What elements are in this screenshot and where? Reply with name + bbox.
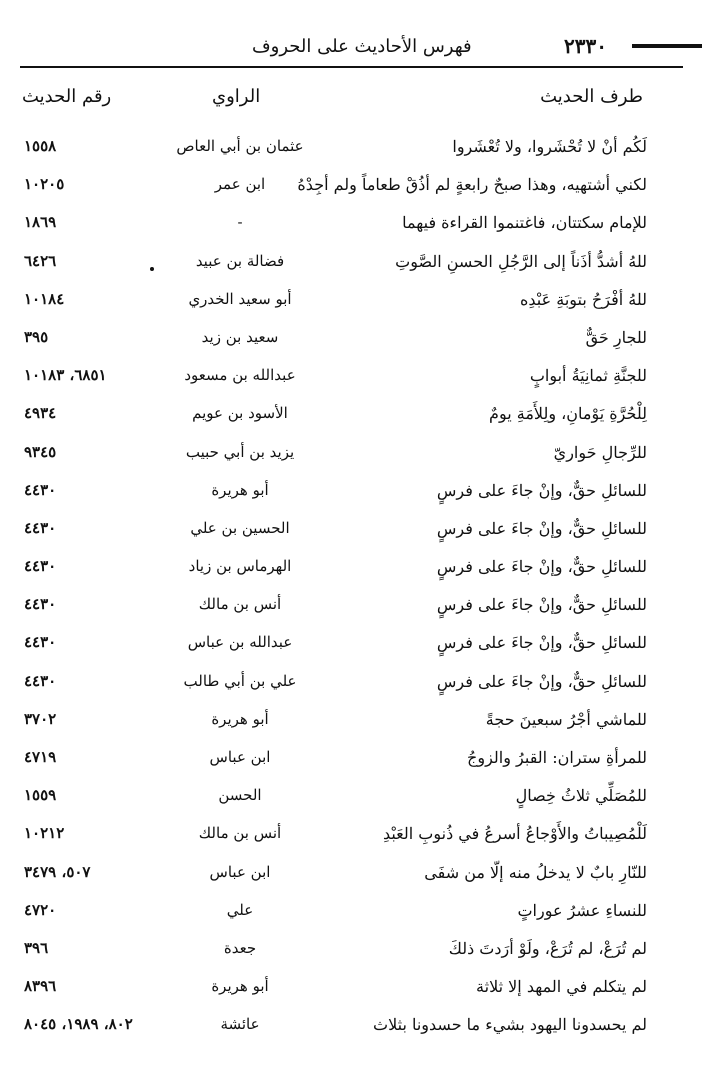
table-row (0, 207, 703, 245)
hadith-number: ٤٩٣٤ (24, 404, 57, 423)
table-row (0, 704, 703, 742)
hadith-start: للمرأةِ ستران: القبرُ والزوجُ (467, 748, 647, 767)
table-row (0, 246, 703, 284)
hadith-number: ٩٣٤٥ (24, 442, 57, 461)
hadith-number: ٤٤٣٠ (24, 557, 57, 576)
hadith-start: للهُ أفْرَحُ بتوبَةِ عَبْدِه (520, 289, 647, 309)
hadith-start: للرِّجالِ حَواريّ (553, 442, 647, 462)
hadith-start: لكني أشتهيه، وهذا صبحٌ رابعةٍ لم أذُقْ طعاماً ولم أجِدْهُ (297, 175, 647, 195)
hadith-number: ١٠٢٠٥ (24, 175, 65, 194)
table-row (0, 666, 703, 704)
hadith-start: للسائلِ حقٌّ، وإنْ جاءَ على فرسٍ (436, 671, 647, 691)
running-head (22, 30, 681, 64)
hadith-number: ٣٩٦ (24, 938, 49, 957)
narrator: أبو هريرة (211, 709, 269, 728)
hadith-number: ١٨٦٩ (24, 213, 57, 232)
hadith-number: ٤٤٣٠ (24, 518, 57, 537)
hadith-number: ٨٠٢، ١٩٨٩، ٨٠٤٥ (24, 1015, 133, 1034)
narrator: علي بن أبي طالب (183, 671, 297, 690)
table-row (0, 857, 703, 895)
table-row (0, 322, 703, 360)
hadith-number: ٤٤٣٠ (24, 480, 57, 499)
hadith-start: للسائلِ حقٌّ، وإنْ جاءَ على فرسٍ (436, 557, 647, 577)
hadith-number: ٤٧٢٠ (24, 900, 57, 919)
narrator: عبدالله بن عباس (187, 633, 293, 652)
header-rule (20, 66, 683, 68)
table-row (0, 627, 703, 665)
hadith-start: لِلْحُرَّةِ يَوْمانِ، ولِلأَمَةِ يومٌ (489, 404, 647, 424)
hadith-number: ٤٤٣٠ (24, 633, 57, 652)
narrator: علي (226, 900, 254, 919)
hadith-start: لم يتكلم في المهد إلا ثلاثة (476, 977, 647, 997)
hadith-start: للجارِ حَقٌّ (585, 327, 647, 347)
hadith-start: للماشي أجْرُ سبعينَ حجةً (485, 709, 647, 729)
narrator: أبو سعيد الخدري (188, 289, 292, 308)
narrator: يزيد بن أبي حبيب (185, 442, 295, 461)
narrator: الحسين بن علي (190, 518, 290, 537)
table-row (0, 971, 703, 1009)
hadith-number: ١٥٥٨ (24, 137, 57, 155)
table-row (0, 437, 703, 475)
hadith-number: ٣٧٠٢ (24, 709, 57, 728)
hadith-start: للهُ أشدُّ أذَناً إلى الرَّجُلِ الحسنِ الصَّوتِ (395, 251, 647, 271)
hadith-start: للإمام سكتتان، فاغتنموا القراءة فيهما (402, 213, 647, 233)
hadith-number: ١٠٢١٢ (24, 824, 65, 843)
hadith-start: لم يحسدونا اليهود بشيء ما حسدونا بثلاث (373, 1015, 647, 1035)
narrator: أنس بن مالك (198, 595, 282, 614)
table-row (0, 398, 703, 436)
index-table (0, 131, 703, 1048)
table-row (0, 131, 703, 169)
narrator: أبو هريرة (211, 977, 269, 996)
hadith-start: للمُصَلِّي ثلاثُ خِصالٍ (515, 786, 647, 806)
table-row (0, 589, 703, 627)
column-header-hadith-start: طرف الحديث (540, 86, 643, 107)
hadith-start: لَكُم أنْ لا تُحْشَروا، ولا تُعْشَروا (452, 137, 647, 156)
table-row (0, 1009, 703, 1047)
page-number: ٢٣٣٠ (564, 34, 607, 58)
hadith-start: للنساءِ عشرُ عوراتٍ (517, 900, 647, 920)
narrator: ابن عمر (214, 175, 266, 194)
column-header-hadith-number: رقم الحديث (22, 86, 112, 107)
table-row (0, 169, 703, 207)
table-row (0, 513, 703, 551)
hadith-start: للجنَّةِ ثمانِيَةُ أبوابٍ (529, 366, 647, 386)
narrator: ابن عباس (209, 862, 271, 881)
hadith-number: ٥٠٧، ٣٤٧٩ (24, 862, 91, 881)
narrator: ابن عباس (209, 748, 271, 766)
column-header-narrator: الراوي (212, 86, 261, 107)
hadith-number: ٤٤٣٠ (24, 671, 57, 690)
table-row (0, 933, 703, 971)
hadith-number: ٣٩٥ (24, 327, 49, 346)
table-row (0, 780, 703, 818)
hadith-start: لَلْمُصِيباتُ والأَوْجاعُ أسرعُ في ذُنوبِ العَبْدِ (382, 824, 647, 844)
hadith-start: لم تُرَعْ، لم تُرَعْ، ولَوْ أرَدتَ ذلكَ (448, 938, 647, 958)
narrator: أنس بن مالك (198, 824, 282, 843)
table-row (0, 818, 703, 856)
narrator: عبدالله بن مسعود (184, 366, 296, 385)
hadith-start: للسائلِ حقٌّ، وإنْ جاءَ على فرسٍ (436, 480, 647, 500)
hadith-number: ٤٤٣٠ (24, 595, 57, 614)
table-row (0, 475, 703, 513)
table-row (0, 284, 703, 322)
hadith-number: ١٠١٨٤ (24, 289, 65, 308)
narrator: عائشة (220, 1015, 260, 1034)
hadith-number: ٨٣٩٦ (24, 977, 57, 996)
hadith-start: للسائلِ حقٌّ، وإنْ جاءَ على فرسٍ (436, 595, 647, 615)
narrator: عثمان بن أبي العاص (176, 137, 304, 155)
narrator: - (237, 213, 243, 232)
hadith-start: للسائلِ حقٌّ، وإنْ جاءَ على فرسٍ (436, 633, 647, 653)
hadith-number: ١٥٥٩ (24, 786, 57, 805)
narrator: الهرماس بن زياد (188, 557, 292, 576)
narrator: الحسن (218, 786, 262, 805)
table-row (0, 742, 703, 780)
hadith-number: ٦٤٢٦ (24, 251, 57, 270)
running-head-title: فهرس الأحاديث على الحروف (252, 36, 472, 57)
narrator: أبو هريرة (211, 480, 269, 499)
table-row (0, 360, 703, 398)
hadith-number: ٦٨٥١، ١٠١٨٣ (24, 366, 107, 385)
narrator: جعدة (223, 938, 257, 957)
narrator: الأسود بن عويم (192, 404, 288, 423)
narrator: سعيد بن زيد (201, 327, 279, 346)
hadith-start: للسائلِ حقٌّ، وإنْ جاءَ على فرسٍ (436, 518, 647, 538)
table-row (0, 551, 703, 589)
hadith-start: للنّارِ بابٌ لا يدخلُ منه إلّا من شفَى (424, 862, 647, 882)
page-number-dash (632, 44, 702, 48)
hadith-number: ٤٧١٩ (24, 748, 57, 766)
table-row (0, 895, 703, 933)
narrator: فضالة بن عبيد (195, 251, 285, 270)
